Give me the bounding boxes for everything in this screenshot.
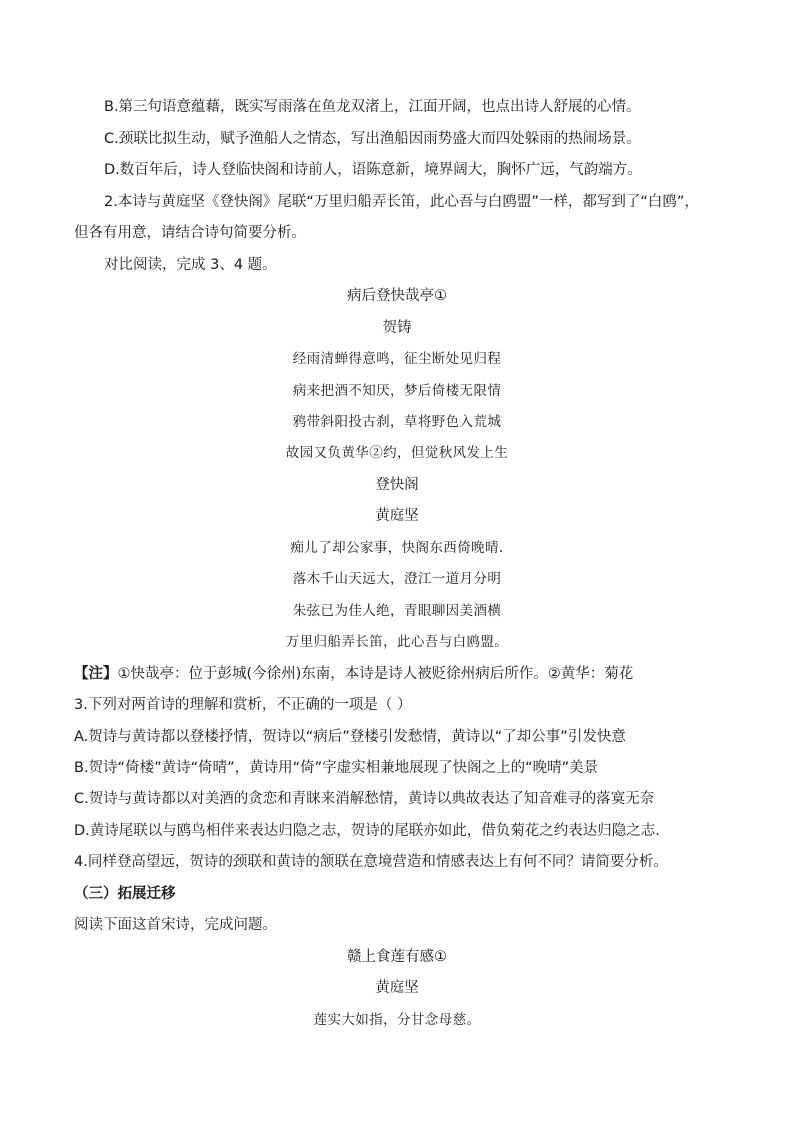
annotation-text: ①快哉亭：位于彭城(今徐州)东南，本诗是诗人被贬徐州病后所作。②黄华：菊花 — [117, 666, 634, 682]
poem1-line: 故园又负黄华②约，但觉秋风发上生 — [285, 445, 509, 461]
poem2-line: 落木千山天远大，澄江一道月分明 — [292, 571, 502, 587]
poem3-title: 赣上食莲有感① — [347, 949, 447, 965]
annotation-label: 【注】 — [74, 666, 118, 682]
question-2-line1: 2.本诗与黄庭坚《登快阁》尾联“万里归船弄长笛，此心吾与白鸥盟”一样，都写到了“白鸥”， — [104, 194, 699, 210]
question-3-stem: 3.下列对两首诗的理解和赏析，不正确的一项是（ ） — [74, 697, 412, 713]
poem1-line: 鸦带斜阳投古刹，草将野色入荒城 — [292, 414, 502, 430]
question-3-option-d: D.黄诗尾联以与鸥鸟相伴来表达归隐之志，贺诗的尾联亦如此，借负菊花之约表达归隐之志. — [74, 823, 660, 839]
poem1-title: 病后登快哉亭① — [347, 288, 447, 304]
section-intro: 阅读下面这首宋诗，完成问题。 — [74, 917, 277, 933]
poem1-author: 贺铸 — [382, 320, 412, 336]
option-c-line: C.颈联比拟生动，赋予渔船人之情态，写出渔船因雨势盛大而四处躲雨的热闹场景。 — [104, 131, 641, 147]
option-b-line: B.第三句语意蕴藉，既实写雨落在鱼龙双渚上，江面开阔，也点出诗人舒展的心情。 — [104, 99, 641, 115]
poem2-title: 登快阁 — [375, 477, 419, 493]
poem2-line: 万里归船弄长笛，此心吾与白鸥盟。 — [285, 634, 509, 650]
poem1-line: 病来把酒不知厌，梦后倚楼无限情 — [292, 383, 502, 399]
poem2-author: 黄庭坚 — [375, 508, 419, 524]
poem2-line: 朱弦已为佳人绝，青眼聊因美酒横 — [292, 603, 502, 619]
compare-reading-intro: 对比阅读，完成 3、4 题。 — [104, 257, 277, 273]
annotation-note — [74, 664, 633, 684]
poem3-line: 莲实大如指，分甘念母慈。 — [313, 1012, 481, 1028]
question-2-line2: 但各有用意，请结合诗句简要分析。 — [74, 225, 306, 241]
question-3-option-a: A.贺诗与黄诗都以登楼抒情，贺诗以“病后”登楼引发愁情，黄诗以“了却公事”引发快意 — [74, 729, 626, 745]
poem2-line: 痴儿了却公家事，快阁东西倚晚晴. — [290, 540, 504, 556]
option-d-line: D.数百年后，诗人登临快阁和诗前人，语陈意新，境界阔大，胸怀广远，气韵端方。 — [104, 162, 642, 178]
question-3-option-b: B.贺诗“倚楼”黄诗“倚晴”，黄诗用“倚”字虚实相兼地展现了快阁之上的“晚晴”美景 — [74, 760, 599, 776]
question-3-option-c: C.贺诗与黄诗都以对美酒的贪恋和青睐来消解愁情，黄诗以典故表达了知音难寻的落寞无奈 — [74, 791, 655, 807]
section-heading: （三）拓展迁移 — [74, 886, 176, 902]
question-4: 4.同样登高望远，贺诗的颈联和黄诗的颔联在意境营造和情感表达上有何不同？请简要分析。 — [74, 854, 668, 870]
poem1-line: 经雨清蝉得意鸣，征尘断处见归程 — [292, 351, 502, 367]
poem3-author: 黄庭坚 — [375, 980, 419, 996]
